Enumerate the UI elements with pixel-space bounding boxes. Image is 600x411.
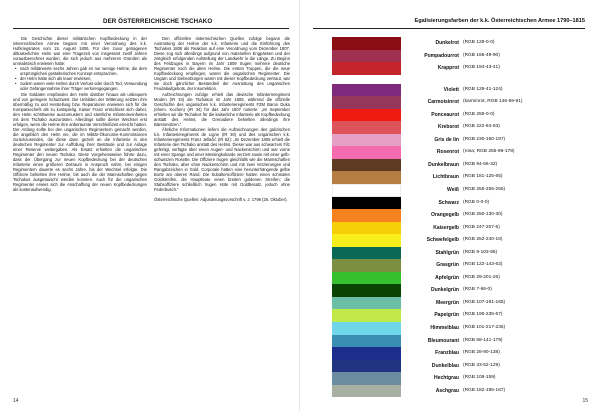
swatch-name: Orangegelb bbox=[430, 212, 459, 219]
swatch-rgb-value: (RGB 129-41-124) bbox=[463, 86, 503, 92]
color-swatch bbox=[332, 234, 401, 247]
swatch-rgb-value: (RGB 94-56-32) bbox=[463, 161, 498, 167]
color-swatch bbox=[332, 335, 401, 348]
swatch-rgb-value: (RGB 108-159) bbox=[463, 375, 496, 381]
swatch-row bbox=[332, 385, 597, 398]
swatch-row bbox=[332, 360, 597, 373]
swatch-rgb-value: (RGB 107-191-165) bbox=[463, 299, 506, 305]
swatch-row bbox=[332, 322, 597, 335]
color-swatch bbox=[332, 284, 401, 297]
swatch-name: Krapprot bbox=[437, 65, 459, 72]
swatch-name: Rosenrot bbox=[436, 149, 459, 156]
color-swatch bbox=[332, 50, 401, 63]
swatch-rgb-value: (RGB 250-130-30) bbox=[463, 212, 503, 218]
swatch-row bbox=[332, 62, 597, 75]
swatch-row bbox=[332, 347, 597, 360]
swatch-rgb-value: (RGB 101-217-235) bbox=[463, 325, 506, 331]
right-page-header bbox=[313, 15, 585, 29]
swatch-rgb-value: (RGB 255-0-0) bbox=[463, 111, 495, 117]
swatch-name: Krebsrot bbox=[437, 124, 459, 131]
swatch-row bbox=[332, 96, 597, 109]
swatch-rgb-value: (RGB 0-0-0) bbox=[463, 199, 490, 205]
swatch-rgb-value: (RGB 195-235-67) bbox=[463, 312, 503, 318]
swatch-row bbox=[332, 159, 597, 172]
swatch-row bbox=[332, 184, 597, 197]
swatch-name: Hechtgrau bbox=[434, 375, 459, 382]
left-page-number: 14 bbox=[13, 398, 19, 404]
color-swatch bbox=[332, 84, 401, 97]
color-swatch bbox=[332, 171, 401, 184]
swatch-row bbox=[332, 197, 597, 210]
swatch-rgb-value: (karminrot, RGB 146-59-91) bbox=[463, 99, 523, 105]
swatch-name: Schwarz bbox=[438, 199, 459, 206]
bullet-item: • nach militärwerte sechs Jahren gab es nur wenige Helme, die dem ursprünglichen gestalterischen Konzept entsprachen, bbox=[20, 66, 147, 76]
color-swatch bbox=[332, 347, 401, 360]
swatch-name: Pompadourrot bbox=[424, 52, 459, 59]
bullet-item: • der Helm hatte sich als teuer erwiesen, bbox=[20, 76, 147, 81]
color-swatch bbox=[332, 372, 401, 385]
body-paragraph: Die Soldaten empfanden den Helm darüber hinaus als unbequem und von geringem Schutzwert. Die Unbilden der Witterung setzten ihm übermäßig zu und Herstellung bzw. Reparaturen erwiesen sich für die Kompaniechefs als zu kostspielig. Kaiser Franz entschloss sich daher, den Helm schrittweise auszumustern und sämtliche Infanterieeinheiten mit dem Tschako auszurüsten. Allerdings sollte dieser Wechsel erst erfolgen, wenn die Helme ihre anberaumte Verschleißzeit erreicht hatten. Der Anfang sollte bei den ungarischen Regimentern gemacht werden, die angeblich den Helm nie, die im Militär-Ökonomie-Kommissionen zurückzusenden, die diese dann gezielt an die Infanterie in den deutschen Regimenter zur Auffüllung ihrer Bestände und zur Anlage einer Reserve weitergaben. Als Ersatz erhielten die ungarischen Regimenter den neuen Tschako. Diese Vorgehensweise führte dazu, dass der Übergang zur neuen Kopfbedeckung bei der deutschen Infanterie einen größeren Zeitraum in Anspruch nahm, bei einigen Regimentern dauerte es sechs Jahre, bis der Wechsel erfolgte. Die Offiziere behielten ihre Helme, bis auch die der Mannschaften gegen Tschakos ausgetauscht werden konnten. Auch für die ungarischen Regimenter erwies sich die Anschaffung der neuen Kopfbedeckungen als kostenaufwendig. bbox=[13, 91, 147, 193]
swatch-name: Schwefelgelb bbox=[426, 237, 459, 244]
color-swatch bbox=[332, 159, 401, 172]
swatch-row bbox=[332, 372, 597, 385]
body-paragraph: Den offiziellen österreichischen Quellen zufolge begann die Ausrüstung der Helme der k.k. Infanterie und die Einführung des Tschakos 1806 als Reaktion auf eine Verordnung vom Dezember 1807. Diese zog sich allerdings aufgrund von materiellen Engpässen und der zeitgleich erfolgenden Aufstellung der Landwehr in die Länge. Zu Beginn des Feldzuges in Bayern im Jahr 1809 trugen mehrere deutsche Regimenter noch die alten Helme. Die ersten Truppen, die die neue Kopfbedeckung empfingen, waren die ungarischen Regimenter. Die Ungarn und Siebenbürgen waren mit dieser Kopfbedeckung vertraut, war sie doch gänzlicher Bestandteil der Ausrüstung des ungarischen Feudalaufgebots, der Insurrektion. bbox=[154, 36, 290, 92]
swatch-rgb-value: (RGB 252-240-16) bbox=[463, 237, 503, 243]
swatch-row bbox=[332, 171, 597, 184]
swatch-row bbox=[332, 259, 597, 272]
color-swatch bbox=[332, 37, 401, 50]
color-swatch bbox=[332, 309, 401, 322]
color-swatch bbox=[332, 109, 401, 122]
swatch-row bbox=[332, 247, 597, 260]
swatch-row bbox=[332, 84, 597, 97]
swatch-rgb-value: (RGB 9-103-85) bbox=[463, 249, 498, 255]
swatch-rgb-value: (RGB 182-195-167) bbox=[463, 387, 506, 393]
swatch-row bbox=[332, 146, 597, 159]
color-swatch bbox=[332, 259, 401, 272]
color-swatch bbox=[332, 322, 401, 335]
swatch-rgb-value: (RGB 128-0-0) bbox=[463, 40, 495, 45]
color-swatch bbox=[332, 134, 401, 147]
color-swatch bbox=[332, 247, 401, 260]
swatch-name: Weiß bbox=[447, 187, 459, 194]
swatch-rgb-value: (RGB 33-52-129) bbox=[463, 362, 500, 368]
swatch-name: Kaisergelb bbox=[433, 224, 459, 231]
swatch-row bbox=[332, 297, 597, 310]
swatch-name: Dunkelblau bbox=[431, 362, 459, 369]
swatch-name: Meergrün bbox=[436, 299, 459, 306]
swatch-name: Ponceaurot bbox=[431, 111, 459, 118]
left-page-header bbox=[13, 15, 289, 29]
swatch-name: Apfelgrün bbox=[435, 274, 459, 281]
swatch-name: Franzblau bbox=[435, 350, 459, 357]
swatch-row bbox=[332, 109, 597, 122]
swatch-spacer bbox=[332, 75, 597, 84]
swatch-name: Dunkelbraun bbox=[428, 161, 459, 168]
swatch-name: Dunkelgrün bbox=[430, 287, 459, 294]
bullet-item: • zudem waren viele Helme durch Verlust oder durch Tod, Verwundung oder Gefangennahme ihrer Träger verlorengegangen. bbox=[20, 81, 147, 91]
swatch-name: Bleumourant bbox=[427, 337, 459, 344]
color-swatch bbox=[332, 297, 401, 310]
swatch-rgb-value: (RGB 255-255-255) bbox=[463, 187, 506, 193]
color-swatch bbox=[332, 197, 401, 210]
swatch-row bbox=[332, 234, 597, 247]
color-swatch bbox=[332, 272, 401, 285]
swatch-rgb-value: (RGB 230-160-197) bbox=[463, 136, 506, 142]
swatch-rgb-value: (RGB 58-141-179) bbox=[463, 337, 503, 343]
swatch-row bbox=[332, 37, 597, 50]
swatch-row bbox=[332, 284, 597, 297]
swatch-row bbox=[332, 222, 597, 235]
bullet-list bbox=[13, 66, 147, 91]
swatch-name: Papeigrün bbox=[434, 312, 459, 319]
swatch-rgb-value: (RGB 194-43-41) bbox=[463, 65, 500, 71]
color-swatch bbox=[332, 209, 401, 222]
swatch-name: Lichtbraun bbox=[432, 174, 459, 181]
color-swatch bbox=[332, 146, 401, 159]
swatch-name: Aschgrau bbox=[435, 387, 459, 394]
body-paragraph: Ähnliche Informationen liefern die Aufzeichnungen des galizischen k.k. Infanterieregiments de Ligne (IR 30) und des ungarischen k.k. Infanterieregiments Franz Jellačić (IR 62): „Im Dezember 1805 erhielt die Infanterie den Tschako anstatt des Helms. Dieser war aus schwarzem Filz gefertigt, verfügte über einen Augen- und Nackenschirm und war vorne mit einer Spange und einer Messingkokarde verziert sowie mit einer gelb-schwarzen Rosette. Die Offiziere trugen gleichfalls wie die Mannschaften den Tschako, aber ohne Nackenschirm und mit zwei Verzierungen und Rangabzeichen in Gold. Corporale hatten eine herunterhängende gelbe Borte am oberen Rand. Die Subalternoffiziere hatten einen schmalen Goldstreifen, die Hauptleute einen breiten goldenen Streifen; die Stabsoffiziere schließlich trugen Hüte mit Goldbesatz, jedoch ohne Federbusch.“ bbox=[154, 126, 290, 193]
swatch-name: Carmoisinrot bbox=[427, 99, 459, 106]
body-paragraph: Die Geschichte dieser militärischen Kopfbedeckung in der österreichischen Armee begann mit einer Verordnung des k.k. Hofkriegsrates vom 15. August 1806. Für den zuvor getragenen altkaiserlichen Helm war eine Tragezeit von insgesamt zwölf Jahren vorausberechnet worden, die sich jedoch aus mehreren Gründen als unrealistisch erwiesen hatte: bbox=[13, 36, 147, 67]
swatch-row bbox=[332, 50, 597, 63]
left-page-column-2 bbox=[154, 36, 290, 203]
swatch-rgb-value: (RGB 122-143-63) bbox=[463, 262, 503, 268]
swatch-rgb-value: (rosa; RGB 255-98-178) bbox=[463, 149, 515, 155]
swatch-name: Violett bbox=[443, 86, 459, 93]
swatch-rgb-value: (RGB 247-207-5) bbox=[463, 224, 500, 230]
swatch-rgb-value: (RGB 7-66-0) bbox=[463, 287, 492, 293]
swatch-rgb-value: (RGB 166-49-90) bbox=[463, 52, 500, 58]
color-swatch bbox=[332, 222, 401, 235]
color-swatch bbox=[332, 184, 401, 197]
swatch-row bbox=[332, 134, 597, 147]
color-swatch bbox=[332, 96, 401, 109]
swatch-name: Stahlgrün bbox=[435, 249, 459, 256]
swatch-row bbox=[332, 121, 597, 134]
swatch-rgb-value: (RGB 222-84-93) bbox=[463, 124, 500, 130]
swatch-name: Himmelblau bbox=[430, 325, 459, 332]
color-swatch bbox=[332, 62, 401, 75]
color-swatch-list bbox=[332, 37, 597, 397]
swatch-name: Gris de lin bbox=[434, 136, 459, 143]
color-swatch bbox=[332, 385, 401, 398]
left-page-title: DER ÖSTERREICHISCHE TSCHAKO bbox=[103, 18, 213, 25]
swatch-row bbox=[332, 272, 597, 285]
body-paragraph: Aufzeichnungen zufolge erhielt das deutsche Infanterieregiment Moden (IR 34) die Tschakos im Jahr 1808, während die offizielle Geschichte des ungarischen k.k. Infanterieregiments FZM Baron Duka (ehem. Kochen) (IR 34) für das Jahr 1807 notierte: „Im September erhielten wir die Tschakos für die kaiserliche Infanterie als Kopfbedeckung anstatt des Helms; die Grenadiere behielten allerdings ihre Bärenmützen.“ bbox=[154, 91, 290, 127]
right-page-title: Egalisierungsfarben der k.k. Österreichischen Armee 1790–1815 bbox=[414, 18, 585, 24]
swatch-row bbox=[332, 335, 597, 348]
color-swatch bbox=[332, 121, 401, 134]
swatch-row bbox=[332, 209, 597, 222]
page-gutter bbox=[299, 0, 300, 411]
swatch-name: Grasgrün bbox=[436, 262, 459, 269]
color-swatch bbox=[332, 360, 401, 373]
swatch-rgb-value: (RGB 28-90-138) bbox=[463, 350, 500, 356]
left-page-column-1 bbox=[13, 36, 147, 192]
source-citation: Österreichische Quellen: Adjustierungsvorschrift v. J. 1798 (26. Oktober). bbox=[154, 197, 288, 203]
swatch-name: Dunkelrot bbox=[435, 40, 459, 46]
swatch-rgb-value: (RGB 181-125-65) bbox=[463, 174, 503, 180]
right-page-number: 15 bbox=[582, 398, 588, 404]
swatch-row bbox=[332, 309, 597, 322]
swatch-rgb-value: (RGB 29-201-26) bbox=[463, 274, 500, 280]
